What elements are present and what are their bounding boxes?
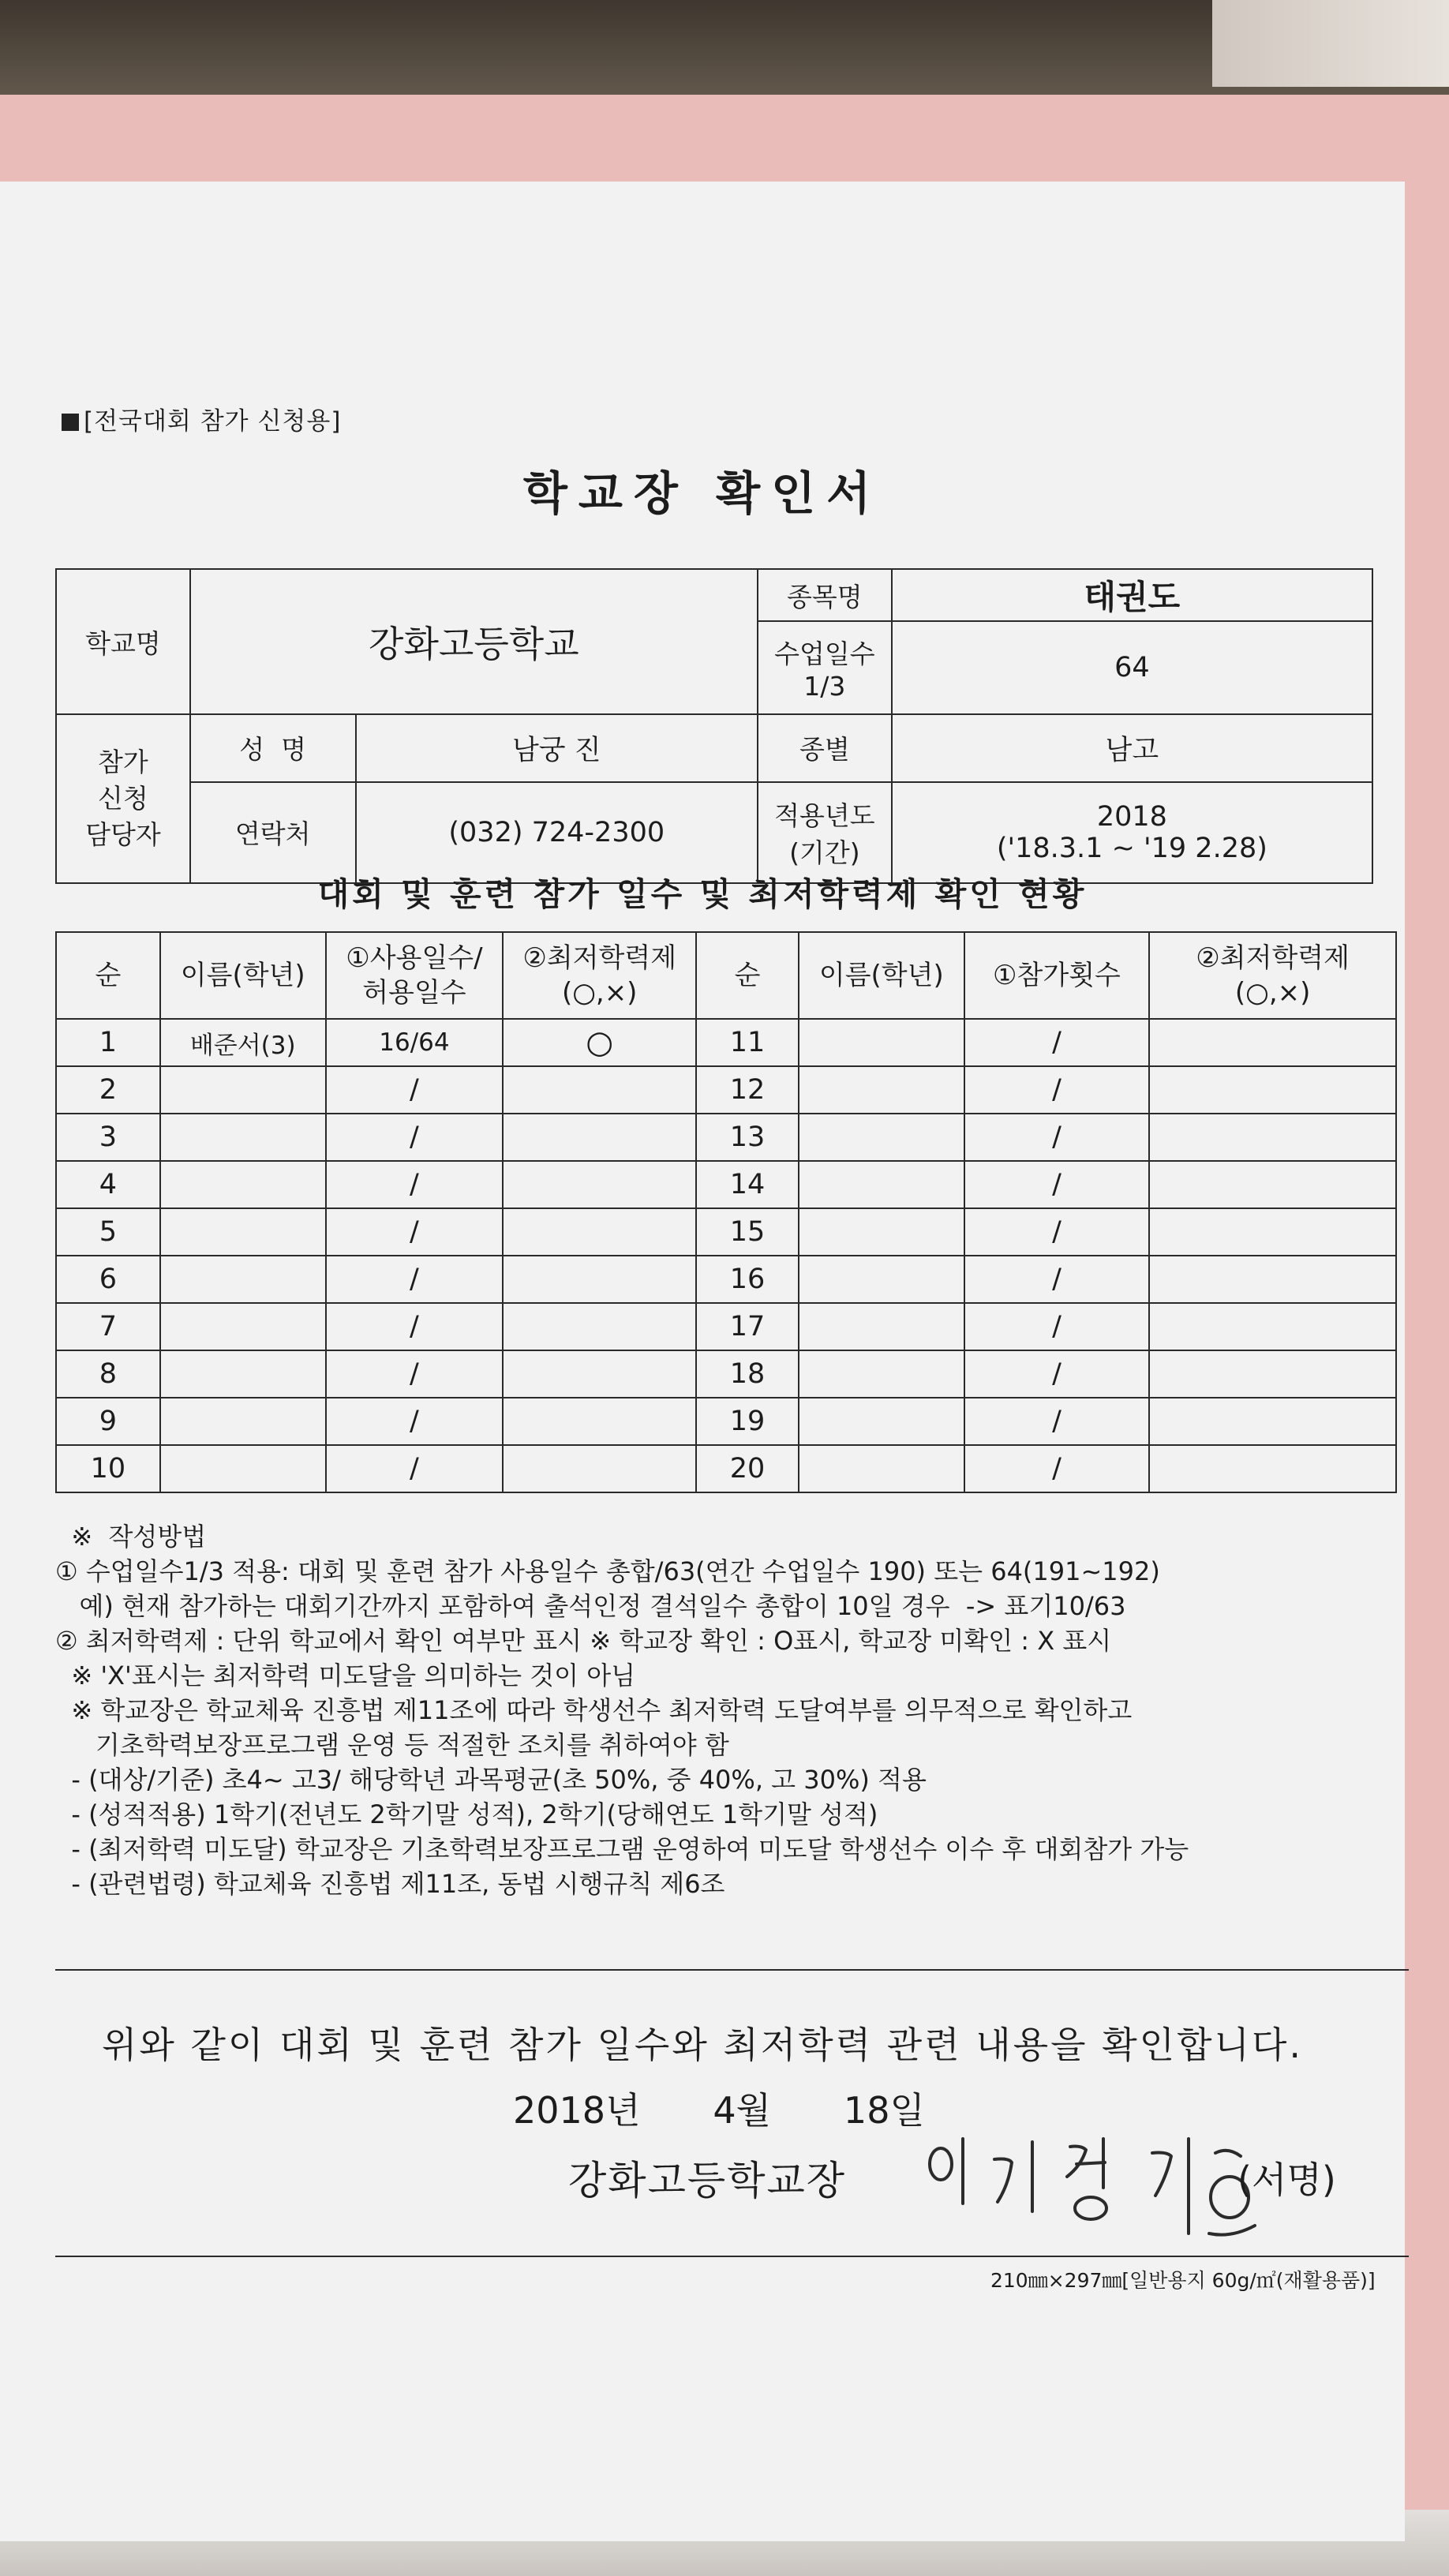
header-name-right: 이름(학년) [799, 932, 964, 1019]
row-name-left [160, 1303, 326, 1350]
row-name-left [160, 1398, 326, 1445]
row-days-left: / [326, 1114, 504, 1161]
table-row [56, 1398, 1396, 1445]
school-days-value: 64 [892, 621, 1372, 714]
header-min-left [503, 932, 696, 1019]
header-min-right [1149, 932, 1396, 1019]
school-info-table [55, 568, 1373, 884]
row-days-left: / [326, 1303, 504, 1350]
note-line: ※ 'X'표시는 최저학력 미도달을 의미하는 것이 아님 [55, 1661, 636, 1690]
row-no-left: 9 [56, 1398, 160, 1445]
row-min-left [503, 1208, 696, 1256]
row-days-left: / [326, 1398, 504, 1445]
row-no-left: 2 [56, 1066, 160, 1114]
row-name-right [799, 1350, 964, 1398]
row-days-left: / [326, 1445, 504, 1492]
row-min-left [503, 1303, 696, 1350]
row-name-left [160, 1208, 326, 1256]
year-label-line2: (기간) [789, 837, 860, 868]
status-table-title: 대회 및 훈련 참가 일수 및 최저학력제 확인 현황 [317, 875, 1088, 913]
header-days-left [326, 932, 504, 1019]
applicant-label-line2: 신청 [98, 783, 148, 814]
row-name-right [799, 1019, 964, 1066]
row-name-left [160, 1256, 326, 1303]
note-line: - (최저학력 미도달) 학교장은 기초학력보장프로그램 운영하여 미도달 학생선수 이수 후 대회참가 가능 [55, 1834, 1189, 1864]
row-min-right [1149, 1019, 1396, 1066]
table-row [56, 1161, 1396, 1208]
row-days-left: / [326, 1256, 504, 1303]
row-min-right [1149, 1208, 1396, 1256]
name-label: 성 명 [190, 714, 356, 782]
row-no-left: 7 [56, 1303, 160, 1350]
school-days-label [758, 621, 892, 714]
header-min-right-line1: ②최저학력제 [1196, 942, 1350, 974]
table-row [56, 1114, 1396, 1161]
row-min-right [1149, 1445, 1396, 1492]
paper-spec: 210㎜×297㎜[일반용지 60g/㎡(재활용품)] [990, 2269, 1376, 2292]
row-name-right [799, 1256, 964, 1303]
row-no-right: 17 [696, 1303, 799, 1350]
row-count-right: / [964, 1303, 1150, 1350]
document-title: 학교장 확인서 [522, 466, 882, 520]
row-no-left: 5 [56, 1208, 160, 1256]
row-no-right: 20 [696, 1445, 799, 1492]
sport-label: 종목명 [758, 569, 892, 621]
header-min-left-line2: (○,×) [561, 977, 638, 1009]
row-count-right: / [964, 1398, 1150, 1445]
applicant-label-line1: 참가 [98, 747, 148, 777]
row-no-right: 18 [696, 1350, 799, 1398]
row-no-left: 6 [56, 1256, 160, 1303]
table-row [56, 1066, 1396, 1114]
confirmation-statement: 위와 같이 대회 및 훈련 참가 일수와 최저학력 관련 내용을 확인합니다. [101, 2024, 1304, 2066]
row-no-right: 11 [696, 1019, 799, 1066]
row-no-right: 16 [696, 1256, 799, 1303]
row-name-right [799, 1208, 964, 1256]
header-no-left: 순 [56, 932, 160, 1019]
header-days-left-line2: 허용일수 [362, 977, 466, 1009]
row-min-left [503, 1066, 696, 1114]
note-line: ※ 작성방법 [55, 1522, 207, 1552]
row-min-right [1149, 1161, 1396, 1208]
row-days-left: / [326, 1161, 504, 1208]
header-min-right-line2: (○,×) [1234, 977, 1311, 1009]
gender-label: 종별 [758, 714, 892, 782]
row-count-right: / [964, 1256, 1150, 1303]
note-line: 기초학력보장프로그램 운영 등 적절한 조치를 취하여야 함 [55, 1730, 729, 1760]
table-row [56, 1256, 1396, 1303]
school-days-label-line2: 1/3 [803, 671, 846, 702]
handwritten-signature [915, 2115, 1263, 2241]
row-min-right [1149, 1350, 1396, 1398]
row-count-right: / [964, 1161, 1150, 1208]
form-usage-text: [전국대회 참가 신청용] [84, 407, 342, 436]
row-min-right [1149, 1398, 1396, 1445]
year-value-period: ('18.3.1 ~ '19 2.28) [996, 832, 1267, 864]
table-row [56, 1445, 1396, 1492]
contact-value: (032) 724-2300 [356, 782, 758, 883]
row-min-left [503, 1114, 696, 1161]
row-no-right: 15 [696, 1208, 799, 1256]
row-no-left: 10 [56, 1445, 160, 1492]
background-wall [1212, 0, 1449, 87]
sport-value: 태권도 [892, 569, 1372, 621]
header-count-right: ①참가횟수 [964, 932, 1150, 1019]
year-value-year: 2018 [1096, 800, 1167, 833]
table-row [56, 1350, 1396, 1398]
confirmation-date: 2018년 4월 18일 [513, 2089, 925, 2132]
applicant-label-line3: 담당자 [85, 819, 161, 850]
contact-label: 연락처 [190, 782, 356, 883]
note-line: ※ 학교장은 학교체육 진흥법 제11조에 따라 학생선수 최저학력 도달여부를 의무적으로 확인하고 [55, 1695, 1133, 1725]
row-name-right [799, 1303, 964, 1350]
row-name-left: 배준서(3) [160, 1019, 326, 1066]
signature-label: (서명) [1237, 2159, 1336, 2201]
school-name: 강화고등학교 [190, 569, 758, 714]
row-name-left [160, 1114, 326, 1161]
header-no-right: 순 [696, 932, 799, 1019]
school-label: 학교명 [56, 569, 190, 714]
row-days-left: 16/64 [326, 1019, 504, 1066]
instructions-notes [55, 1519, 1389, 1901]
note-line: - (성적적용) 1학기(전년도 2학기말 성적), 2학기(당해연도 1학기말 성적) [55, 1799, 878, 1829]
header-days-left-line1: ①사용일수/ [346, 942, 483, 974]
row-min-left: ○ [503, 1019, 696, 1066]
row-no-left: 4 [56, 1161, 160, 1208]
row-no-left: 3 [56, 1114, 160, 1161]
divider-line [55, 1969, 1409, 1971]
table-row [56, 1019, 1396, 1066]
name-value: 남궁 진 [356, 714, 758, 782]
row-min-left [503, 1445, 696, 1492]
school-days-label-line1: 수업일수 [774, 638, 875, 670]
principal-title: 강화고등학교장 [568, 2158, 847, 2203]
row-min-left [503, 1256, 696, 1303]
footer-divider [55, 2256, 1409, 2257]
row-count-right: / [964, 1350, 1150, 1398]
row-count-right: / [964, 1208, 1150, 1256]
note-line: ① 수업일수1/3 적용: 대회 및 훈련 참가 사용일수 총합/63(연간 수업일수 190) 또는 64(191~192) [55, 1556, 1160, 1586]
row-min-left [503, 1350, 696, 1398]
row-name-left [160, 1445, 326, 1492]
header-min-left-line1: ②최저학력제 [522, 942, 677, 974]
row-name-left [160, 1161, 326, 1208]
note-line: ② 최저학력제 : 단위 학교에서 확인 여부만 표시 ※ 학교장 확인 : O표시, 학교장 미확인 : X 표시 [55, 1626, 1112, 1656]
table-row [56, 1303, 1396, 1350]
form-usage-tag [62, 401, 341, 436]
row-no-right: 14 [696, 1161, 799, 1208]
status-table [55, 931, 1397, 1493]
row-name-right [799, 1398, 964, 1445]
row-no-left: 1 [56, 1019, 160, 1066]
row-name-left [160, 1066, 326, 1114]
gender-value: 남고 [892, 714, 1372, 782]
table-row [56, 1208, 1396, 1256]
row-days-left: / [326, 1350, 504, 1398]
row-no-left: 8 [56, 1350, 160, 1398]
row-count-right: / [964, 1066, 1150, 1114]
row-min-right [1149, 1066, 1396, 1114]
row-name-right [799, 1161, 964, 1208]
row-days-left: / [326, 1066, 504, 1114]
row-days-left: / [326, 1208, 504, 1256]
row-no-right: 12 [696, 1066, 799, 1114]
row-no-right: 19 [696, 1398, 799, 1445]
row-min-right [1149, 1256, 1396, 1303]
applicant-label [56, 714, 190, 883]
row-min-right [1149, 1114, 1396, 1161]
row-count-right: / [964, 1019, 1150, 1066]
row-min-left [503, 1398, 696, 1445]
row-no-right: 13 [696, 1114, 799, 1161]
header-name-left: 이름(학년) [160, 932, 326, 1019]
row-count-right: / [964, 1445, 1150, 1492]
row-name-right [799, 1445, 964, 1492]
row-count-right: / [964, 1114, 1150, 1161]
note-line: 예) 현재 참가하는 대회기간까지 포함하여 출석인정 결석일수 총합이 10일 경우 -> 표기10/63 [55, 1591, 1126, 1621]
square-bullet-icon [62, 414, 79, 431]
row-min-left [503, 1161, 696, 1208]
row-name-right [799, 1114, 964, 1161]
year-label-line1: 적용년도 [774, 799, 875, 831]
row-name-right [799, 1066, 964, 1114]
row-name-left [160, 1350, 326, 1398]
note-line: - (관련법령) 학교체육 진흥법 제11조, 동법 시행규칙 제6조 [55, 1869, 725, 1899]
row-min-right [1149, 1303, 1396, 1350]
note-line: - (대상/기준) 초4~ 고3/ 해당학년 과목평균(초 50%, 중 40%, 고 30%) 적용 [55, 1765, 927, 1795]
